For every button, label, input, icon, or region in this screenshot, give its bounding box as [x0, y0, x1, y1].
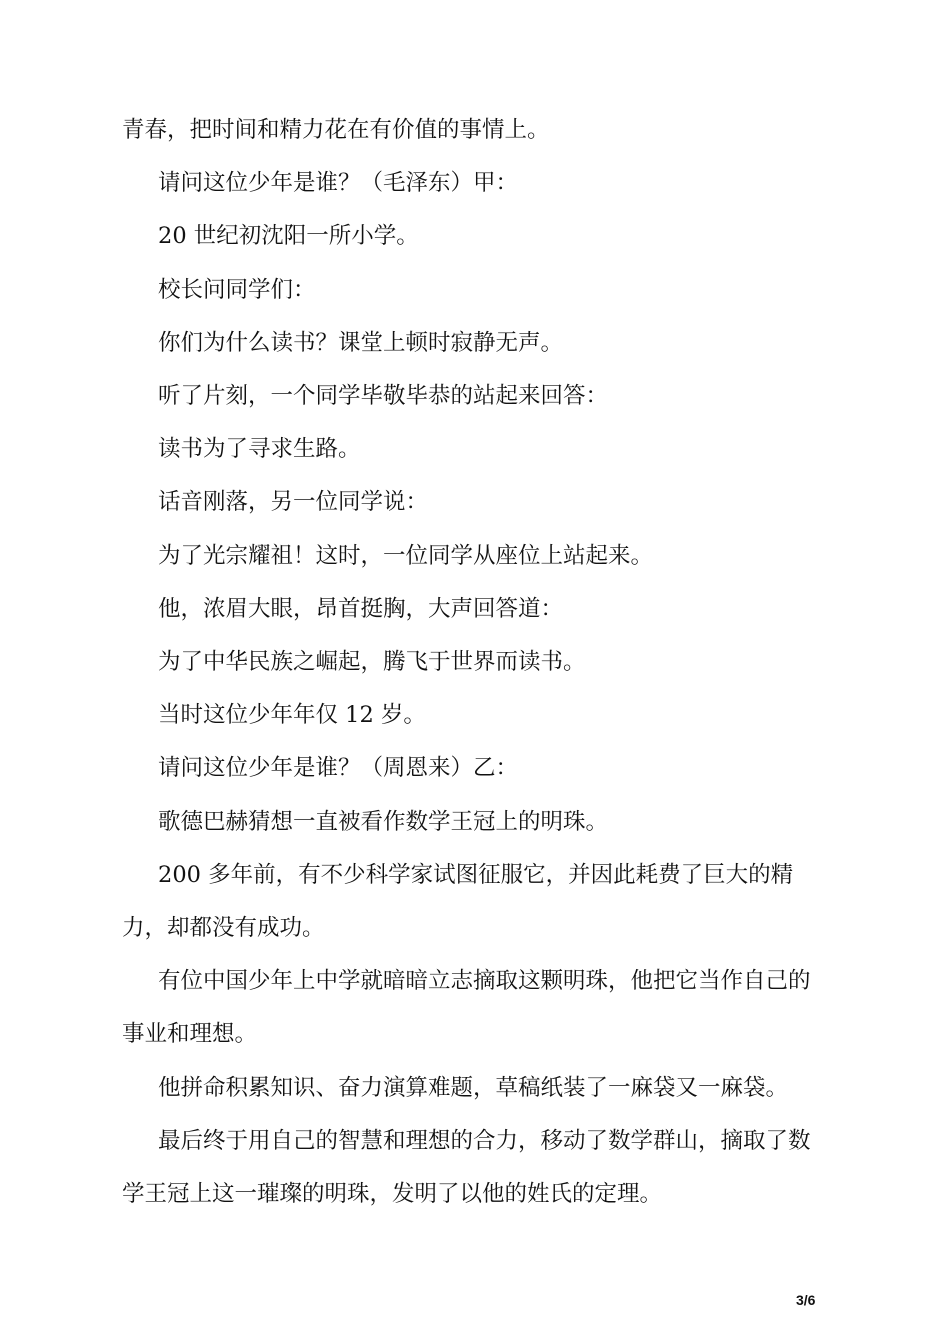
paragraph: 他，浓眉大眼，昂首挺胸，大声回答道： — [158, 595, 564, 622]
page-number: 3/6 — [796, 1292, 816, 1308]
paragraph: 话音刚落，另一位同学说： — [158, 489, 429, 516]
paragraph: 有位中国少年上中学就暗暗立志摘取这颗明珠，他把它当作自己的事业和理想。 — [122, 968, 811, 1048]
paragraph: 听了片刻，一个同学毕敬毕恭的站起来回答： — [158, 383, 609, 410]
paragraph: 校长问同学们： — [158, 276, 316, 303]
paragraph: 请问这位少年是谁？（周恩来）乙： — [158, 755, 519, 782]
paragraph: 请问这位少年是谁？（毛泽东）甲： — [158, 170, 519, 197]
paragraph: 他拼命积累知识、奋力演算难题，草稿纸装了一麻袋又一麻袋。 — [158, 1074, 789, 1101]
paragraph: 最后终于用自己的智慧和理想的合力，移动了数学群山，摘取了数学王冠上这一璀璨的明珠，发明了以他的姓氏的定理。 — [122, 1127, 811, 1208]
paragraph: 歌德巴赫猜想一直被看作数学王冠上的明珠。 — [158, 808, 609, 835]
paragraph: 当时这位少年年仅 12 岁。 — [158, 702, 426, 729]
paragraph: 200 多年前，有不少科学家试图征服它，并因此耗费了巨大的精力，却都没有成功。 — [122, 861, 794, 942]
paragraph: 青春，把时间和精力花在有价值的事情上。 — [122, 117, 550, 143]
paragraph: 20 世纪初沈阳一所小学。 — [158, 223, 419, 250]
paragraph: 你们为什么读书？课堂上顿时寂静无声。 — [158, 329, 564, 356]
paragraph: 为了中华民族之崛起，腾飞于世界而读书。 — [158, 649, 586, 676]
paragraph: 为了光宗耀祖！这时，一位同学从座位上站起来。 — [158, 542, 654, 569]
paragraph: 读书为了寻求生路。 — [158, 436, 361, 463]
document-body — [122, 104, 822, 1221]
